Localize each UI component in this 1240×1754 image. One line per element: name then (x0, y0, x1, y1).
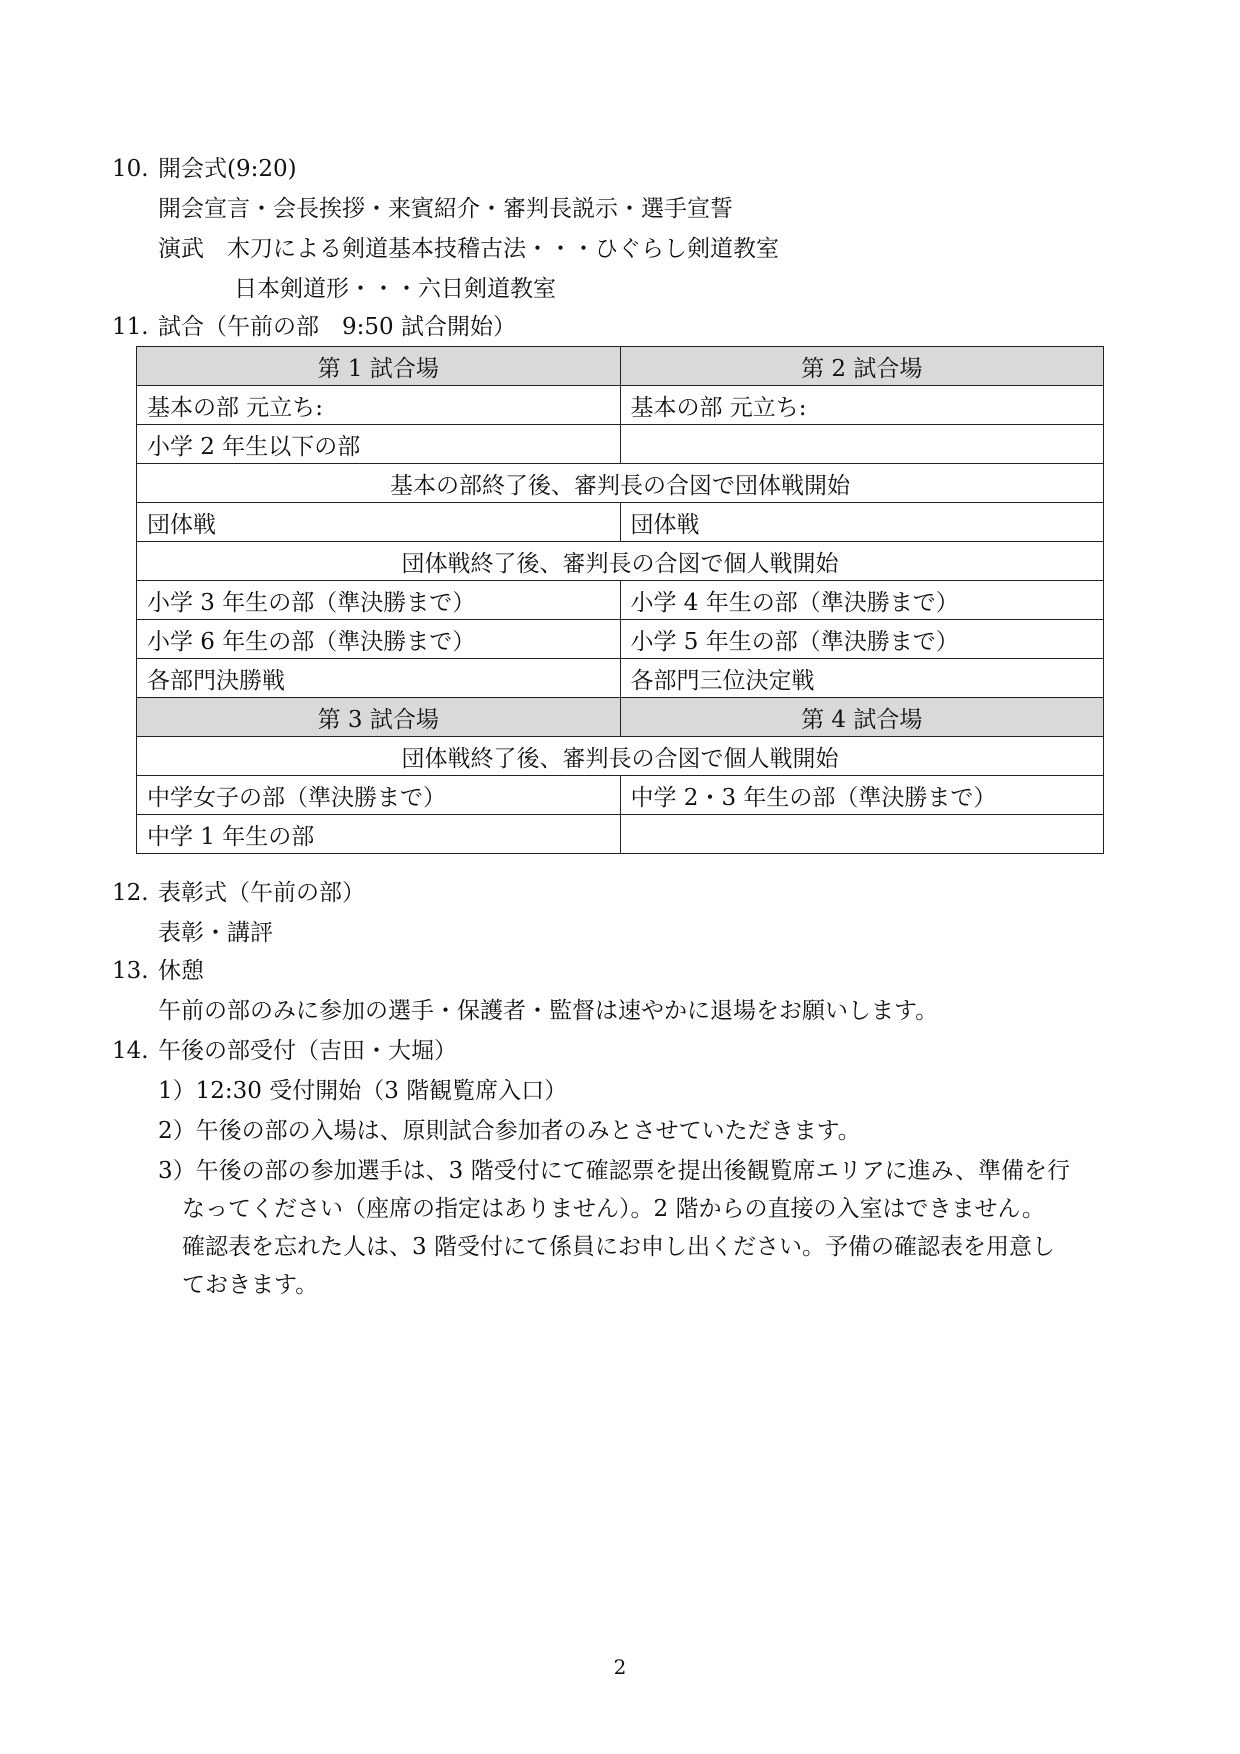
table-row (137, 737, 1104, 776)
table-cell: 基本の部 元立ち: (137, 386, 621, 425)
court-2-header: 第 2 試合場 (620, 347, 1104, 386)
section-10-heading (112, 154, 297, 184)
table-cell: 基本の部 元立ち: (620, 386, 1104, 425)
table-cell (620, 425, 1104, 464)
table-cell: 団体戦 (620, 503, 1104, 542)
section-title: 午後の部受付（吉田・大堀） (158, 1038, 457, 1064)
table-row (137, 620, 1104, 659)
table-row (137, 347, 1104, 386)
section-14-item-3-line-4: ておきます。 (182, 1272, 319, 1298)
section-10-line-1: 開会宣言・会長挨拶・来賓紹介・審判長説示・選手宣誓 (158, 196, 733, 222)
table-row (137, 698, 1104, 737)
court-4-header: 第 4 試合場 (620, 698, 1104, 737)
section-12-heading (112, 878, 365, 908)
table-cell: 中学 1 年生の部 (137, 815, 621, 854)
table-notice: 団体戦終了後、審判長の合図で個人戦開始 (137, 737, 1104, 776)
table-cell: 小学 4 年生の部（準決勝まで） (620, 581, 1104, 620)
section-14-item-1: 1）12:30 受付開始（3 階観覧席入口） (158, 1078, 568, 1104)
table-cell (620, 815, 1104, 854)
section-number: 11. (112, 314, 149, 340)
section-14-item-2: 2）午後の部の入場は、原則試合参加者のみとさせていただきます。 (158, 1118, 861, 1144)
table-row (137, 464, 1104, 503)
table-row (137, 581, 1104, 620)
court-1-header: 第 1 試合場 (137, 347, 621, 386)
table-cell: 中学 2・3 年生の部（準決勝まで） (620, 776, 1104, 815)
section-14-heading (112, 1036, 457, 1066)
table-row (137, 776, 1104, 815)
section-number: 10. (112, 156, 149, 182)
table-cell: 各部門決勝戦 (137, 659, 621, 698)
section-14-item-3-line-3: 確認表を忘れた人は、3 階受付にて係員にお申し出ください。予備の確認表を用意し (182, 1234, 1055, 1260)
table-cell: 団体戦 (137, 503, 621, 542)
section-title: 試合（午前の部 9:50 試合開始） (158, 314, 516, 340)
section-11-heading (112, 312, 516, 342)
section-10-line-3: 日本剣道形・・・六日剣道教室 (234, 276, 556, 302)
table-notice: 基本の部終了後、審判長の合図で団体戦開始 (137, 464, 1104, 503)
section-title: 休憩 (158, 958, 204, 984)
section-13-heading (112, 956, 204, 986)
section-title: 表彰式（午前の部） (158, 880, 365, 906)
section-number: 14. (112, 1038, 149, 1064)
table-cell: 小学 6 年生の部（準決勝まで） (137, 620, 621, 659)
page-number: 2 (613, 1655, 627, 1679)
table-row (137, 386, 1104, 425)
table-row (137, 815, 1104, 854)
section-title: 開会式(9:20) (158, 156, 297, 182)
table-cell: 中学女子の部（準決勝まで） (137, 776, 621, 815)
table-notice: 団体戦終了後、審判長の合図で個人戦開始 (137, 542, 1104, 581)
table-row (137, 542, 1104, 581)
match-schedule-table (136, 346, 1104, 854)
section-number: 13. (112, 958, 149, 984)
table-cell: 小学 3 年生の部（準決勝まで） (137, 581, 621, 620)
table-cell: 小学 2 年生以下の部 (137, 425, 621, 464)
table-row (137, 425, 1104, 464)
section-14-item-3-line-1: 3）午後の部の参加選手は、3 階受付にて確認票を提出後観覧席エリアに進み、準備を行 (158, 1158, 1070, 1184)
table-row (137, 659, 1104, 698)
table-row (137, 503, 1104, 542)
court-3-header: 第 3 試合場 (137, 698, 621, 737)
section-12-line-1: 表彰・講評 (158, 920, 273, 946)
table-cell: 各部門三位決定戦 (620, 659, 1104, 698)
section-13-line-1: 午前の部のみに参加の選手・保護者・監督は速やかに退場をお願いします。 (158, 998, 939, 1024)
section-14-item-3-line-2: なってください（座席の指定はありません）。2 階からの直接の入室はできません。 (182, 1196, 1045, 1222)
section-number: 12. (112, 880, 149, 906)
section-10-line-2: 演武 木刀による剣道基本技稽古法・・・ひぐらし剣道教室 (158, 236, 779, 262)
table-cell: 小学 5 年生の部（準決勝まで） (620, 620, 1104, 659)
